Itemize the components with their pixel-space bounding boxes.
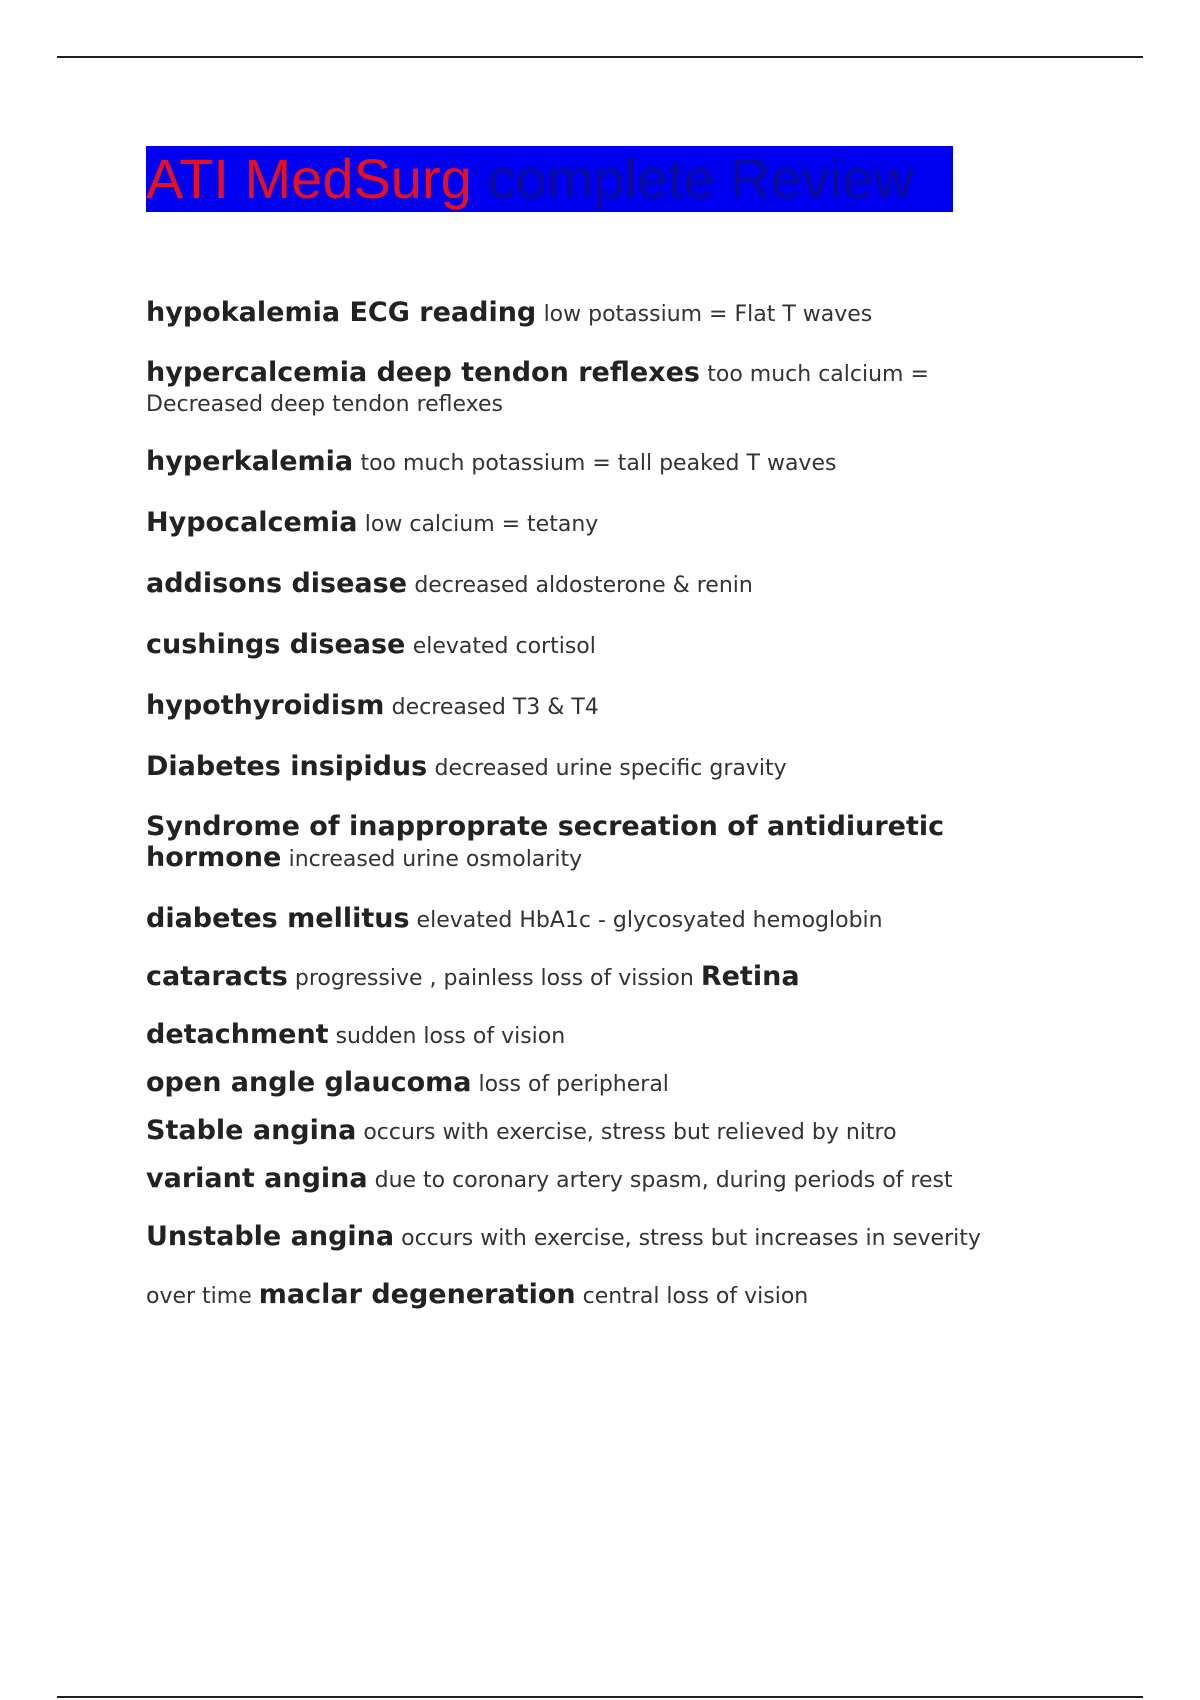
flow-paragraph-4: [146, 1151, 981, 1325]
entry-desc: low calcium = tetany: [364, 512, 599, 537]
entry-hypothyroidism: [146, 690, 981, 724]
bottom-rule: [57, 1696, 1143, 1698]
entry-hypocalcemia: [146, 507, 981, 541]
entry-term: hypothyroidism: [146, 690, 385, 721]
entry-desc: low potassium = Flat T waves: [543, 302, 873, 327]
flashcard-list: [146, 297, 981, 1325]
entry-addisons: [146, 568, 981, 602]
entry-desc: elevated cortisol: [412, 634, 596, 659]
entry-term: open angle glaucoma: [146, 1067, 472, 1098]
entry-desc: decreased aldosterone & renin: [414, 573, 753, 598]
document-title: [146, 146, 953, 212]
entry-desc: occurs with exercise, stress but increases in severity over time: [146, 1226, 981, 1309]
entry-term: maclar degeneration: [258, 1279, 576, 1310]
entry-hyperkalemia: [146, 446, 981, 480]
entry-term: hyperkalemia: [146, 446, 354, 477]
entry-term: diabetes mellitus: [146, 903, 410, 934]
entry-desc: progressive , painless loss of vission: [294, 966, 694, 991]
flow-paragraph-1: [146, 891, 981, 1065]
entry-desc: occurs with exercise, stress but relieved by nitro: [363, 1120, 897, 1145]
entry-term: cataracts: [146, 961, 288, 992]
entry-desc: elevated HbA1c - glycosyated hemoglobin: [416, 908, 883, 933]
entry-desc: loss of peripheral: [478, 1072, 669, 1097]
entry-cushings: [146, 629, 981, 663]
title-part-2: complete Review: [487, 147, 914, 210]
entry-hypokalemia: [146, 297, 981, 331]
entry-desc: due to coronary artery spasm, during periods of rest: [374, 1168, 953, 1193]
entry-siadh: [146, 812, 981, 874]
entry-hypercalcemia: [146, 358, 981, 419]
entry-desc: too much calcium = Decreased deep tendon reflexes: [146, 362, 929, 417]
entry-term: Hypocalcemia: [146, 507, 358, 538]
entry-term: Retina detachment: [146, 961, 800, 1050]
entry-term: variant angina: [146, 1163, 368, 1194]
title-part-1: ATI MedSurg: [146, 147, 472, 210]
entry-term: hypercalcemia deep tendon reflexes: [146, 357, 700, 388]
entry-term: Diabetes insipidus: [146, 751, 428, 782]
entry-desc: central loss of vision: [582, 1284, 809, 1309]
entry-term: hypokalemia ECG reading: [146, 297, 537, 328]
entry-desc: sudden loss of vision: [335, 1024, 566, 1049]
entry-term: Stable angina: [146, 1115, 357, 1146]
entry-term: Unstable angina: [146, 1221, 395, 1252]
entry-diabetes-insipidus: [146, 751, 981, 785]
entry-term: addisons disease: [146, 568, 408, 599]
top-rule: [57, 56, 1143, 58]
entry-desc: too much potassium = tall peaked T waves: [360, 451, 837, 476]
entry-desc: decreased urine specific gravity: [434, 756, 787, 781]
entry-desc: increased urine osmolarity: [288, 847, 583, 872]
entry-term: cushings disease: [146, 629, 406, 660]
entry-term: Syndrome of inapproprate secreation of antidiuretic hormone: [146, 811, 945, 873]
entry-desc: decreased T3 & T4: [391, 695, 599, 720]
